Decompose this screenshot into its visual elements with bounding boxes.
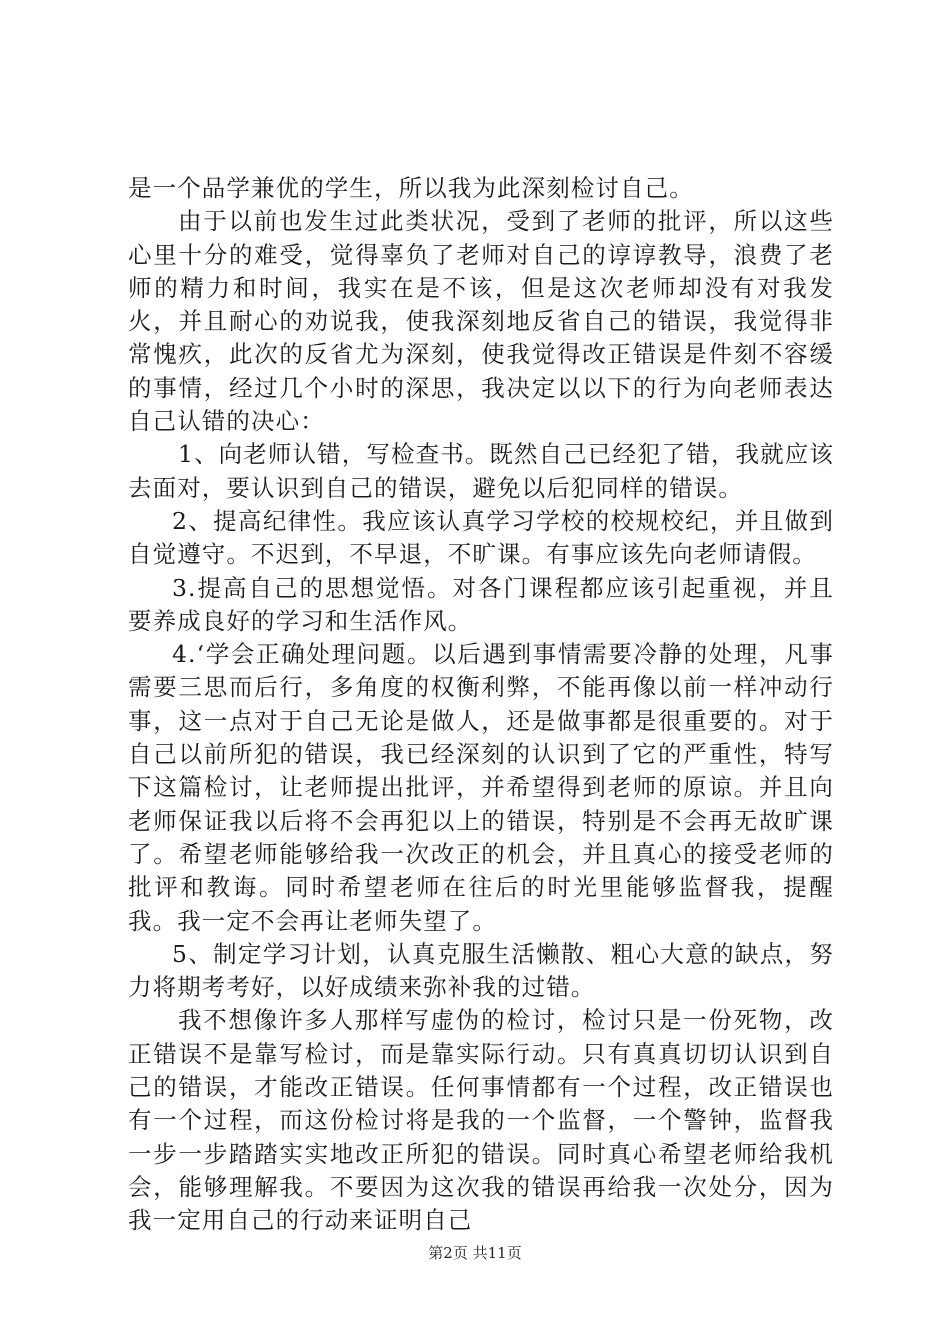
paragraph-conclusion: 我不想像许多人那样写虚伪的检讨，检讨只是一份死物，改正错误不是靠写检讨，而是靠实际行动。只有真真切切认识到自己的错误，才能改正错误。任何事情都有一个过程，改正错误也有一个过程，而这份检讨将是我的一个监督，一个警钟，监督我一步一步踏踏实实地改正所犯的错误。同时真心希望老师给我机会，能够理解我。不要因为这次我的错误再给我一次处分，因为我一定用自己的行动来证明自己	[128, 1006, 834, 1235]
paragraph-item-1: 1、向老师认错，写检查书。既然自己已经犯了错，我就应该去面对，要认识到自己的错误，避免以后犯同样的错误。	[128, 440, 834, 502]
paragraph-item-3: 3.提高自己的思想觉悟。对各门课程都应该引起重视，并且要养成良好的学习和生活作风。	[128, 573, 834, 635]
page-number-footer: 第2页 共11页	[428, 1244, 522, 1262]
document-body	[128, 172, 834, 1238]
paragraph-item-2: 2、提高纪律性。我应该认真学习学校的校规校纪，并且做到自觉遵守。不迟到，不早退，不旷课。有事应该先向老师请假。	[128, 506, 834, 569]
paragraph-item-4: 4.‘学会正确处理问题。以后遇到事情需要冷静的处理，凡事需要三思而后行，多角度的权衡利弊，不能再像以前一样冲动行事，这一点对于自己无论是做人，还是做事都是很重要的。对于自己以前所犯的错误，我已经深刻的认识到了它的严重性，特写下这篇检讨，让老师提出批评，并希望得到老师的原谅。并且向老师保证我以后将不会再犯以上的错误，特别是不会再无故旷课了。希望老师能够给我一次改正的机会，并且真心的接受老师的批评和教诲。同时希望老师在往后的时光里能够监督我，提醒我。我一定不会再让老师失望了。	[128, 640, 834, 935]
paragraph-continuation: 是一个品学兼优的学生，所以我为此深刻检讨自己。	[128, 174, 694, 202]
paragraph-background: 由于以前也发生过此类状况，受到了老师的批评，所以这些心里十分的难受，觉得辜负了老师对自己的谆谆教导，浪费了老师的精力和时间，我实在是不该，但是这次老师却没有对我发火，并且耐心的劝说我，使我深刻地反省自己的错误，我觉得非常愧疚，此次的反省尤为深刻，使我觉得改正错误是件刻不容缓的事情，经过几个小时的深思，我决定以以下的行为向老师表达自己认错的决心：	[128, 207, 834, 436]
paragraph-item-5: 5、制定学习计划，认真克服生活懒散、粗心大意的缺点，努力将期考考好，以好成绩来弥补我的过错。	[128, 939, 834, 1002]
